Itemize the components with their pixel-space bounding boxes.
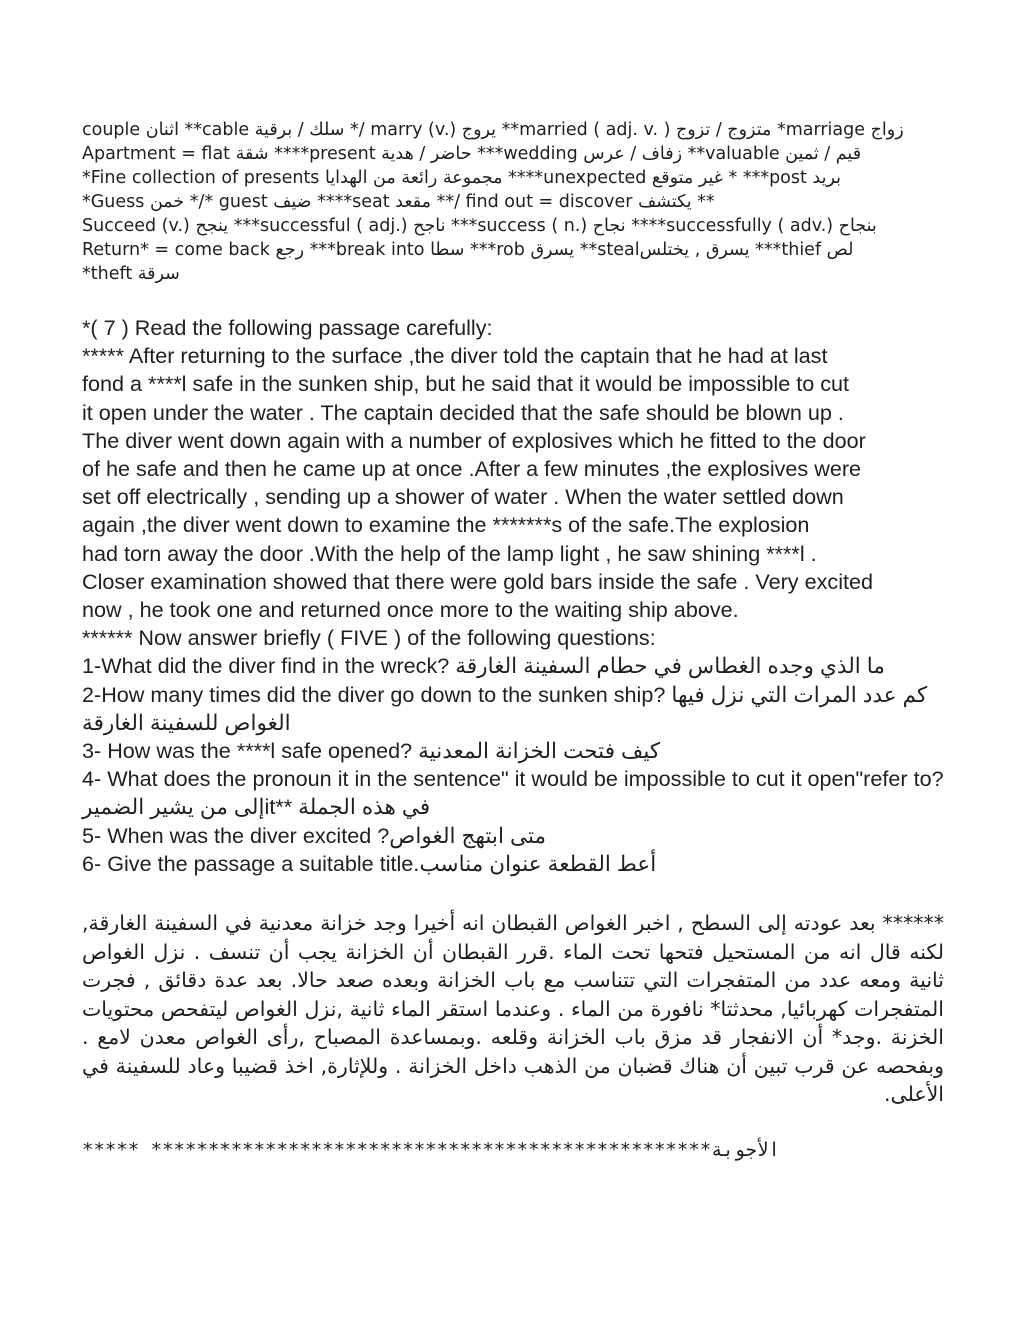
- question-item: 6- Give the passage a suitable title.أعط القطعة عنوان مناسب: [82, 850, 657, 876]
- vocabulary-line: Succeed (v.) ينجح ***successful ( adj.) ناجح ***success ( n.) نجاح ****successfully ( adv.) بنجاح: [82, 216, 877, 236]
- passage-line: of he safe and then he came up at once .After a few minutes ,the explosives were: [82, 456, 862, 482]
- questions-heading: ****** Now answer briefly ( FIVE ) of the following questions:: [82, 625, 656, 651]
- vocabulary-section: [82, 118, 942, 286]
- vocabulary-line: couple اثنان **cable سلك / برقية */ marry (v.) يروج **married ( adj. v. ) متزوج / تزوج *marriage زواج: [82, 120, 904, 140]
- question-item: 5- When was the diver excited ?متى ابتهج الغواص: [82, 822, 547, 848]
- arabic-translation: ****** بعد عودته إلى السطح , اخبر الغواص القبطان انه أخيرا وجد خزانة معدنية في السفينة الغارقة, لكنه قال انه من المستحيل فتحها تحت الماء .قرر القبطان أن الخزانة يجب أن تنسف . نزل الغواص ثانية ومعه عدد من المتفجرات التي تتناسب مع باب الخزانة وبعده صعد حالا. بعد عدة دقائق , فجرت المتفجرات كهربائيا, محدثتا* نافورة من الماء . وعندما استقر الماء ثانية ,نزل الغواص ليتفحص محتويات الخزنة .وجد* أن الانفجار قد مزق باب الخزانة وقلعه .وبمساعدة المصباح ,رأى الغواص معدن لامع . وبفحصه عن قرب تبين أن هناك قضبان من الذهب داخل الخزانة . وللإثارة, اخذ قضيبا وعاد للسفينة في الأعلى.: [82, 911, 944, 1106]
- passage-line: Closer examination showed that there were gold bars inside the safe . Very excited: [82, 568, 874, 594]
- passage-line: it open under the water . The captain decided that the safe should be blown up .: [82, 399, 844, 425]
- passage-line: The diver went down again with a number of explosives which he fitted to the door: [82, 427, 866, 453]
- vocabulary-line: Return* = come back رجع ***break into سطا ***rob يسرق **stealيسرق , يختلس ***thief لص: [82, 240, 854, 260]
- question-item: 2-How many times did the diver go down to the sunken ship? كم عدد المرات التي نزل فيها الغواص للسفينة الغارقة: [82, 681, 928, 735]
- passage-heading: *( 7 ) Read the following passage carefully:: [82, 315, 493, 340]
- passage-line: fond a ****l safe in the sunken ship, but he said that it would be impossible to cut: [82, 371, 850, 397]
- passage-line: ***** After returning to the surface ,the diver told the captain that he had at last: [82, 343, 828, 369]
- vocabulary-line: *theft سرقة: [82, 264, 180, 284]
- question-item: 4- What does the pronoun it in the sentence" it would be impossible to cut it open"refer to? إلى من يشير الضميرit** في هذه الجملة: [82, 766, 944, 820]
- vocabulary-line: *Fine collection of presents مجموعة رائعة من الهدايا ****unexpected غير متوقع * ***post بريد: [82, 168, 842, 188]
- reading-section: [82, 314, 944, 878]
- vocabulary-line: Apartment = flat شقة ****present حاضر / هدية ***wedding زفاف / عرس **valuable قيم / ثمين: [82, 144, 862, 164]
- passage-line: set off electrically , sending up a shower of water . When the water settled down: [82, 484, 844, 510]
- passage-line: now , he took one and returned once more to the waiting ship above.: [82, 597, 739, 623]
- passage-line: had torn away the door .With the help of the lamp light , he saw shining ****l .: [82, 540, 817, 566]
- passage-line: again ,the diver went down to examine the *******s of the safe.The explosion: [82, 512, 810, 538]
- answers-heading: ***** *************************************************الأجوبة: [82, 1139, 780, 1161]
- question-item: 1-What did the diver find in the wreck? ما الذي وجده الغطاس في حطام السفينة الغارقة: [82, 653, 885, 679]
- question-item: 3- How was the ****l safe opened? كيف فتحت الخزانة المعدنية: [82, 738, 661, 764]
- vocabulary-line: *Guess خمن */* guest ضيف ****seat مقعد **/ find out = discover يكتشف **: [82, 192, 715, 212]
